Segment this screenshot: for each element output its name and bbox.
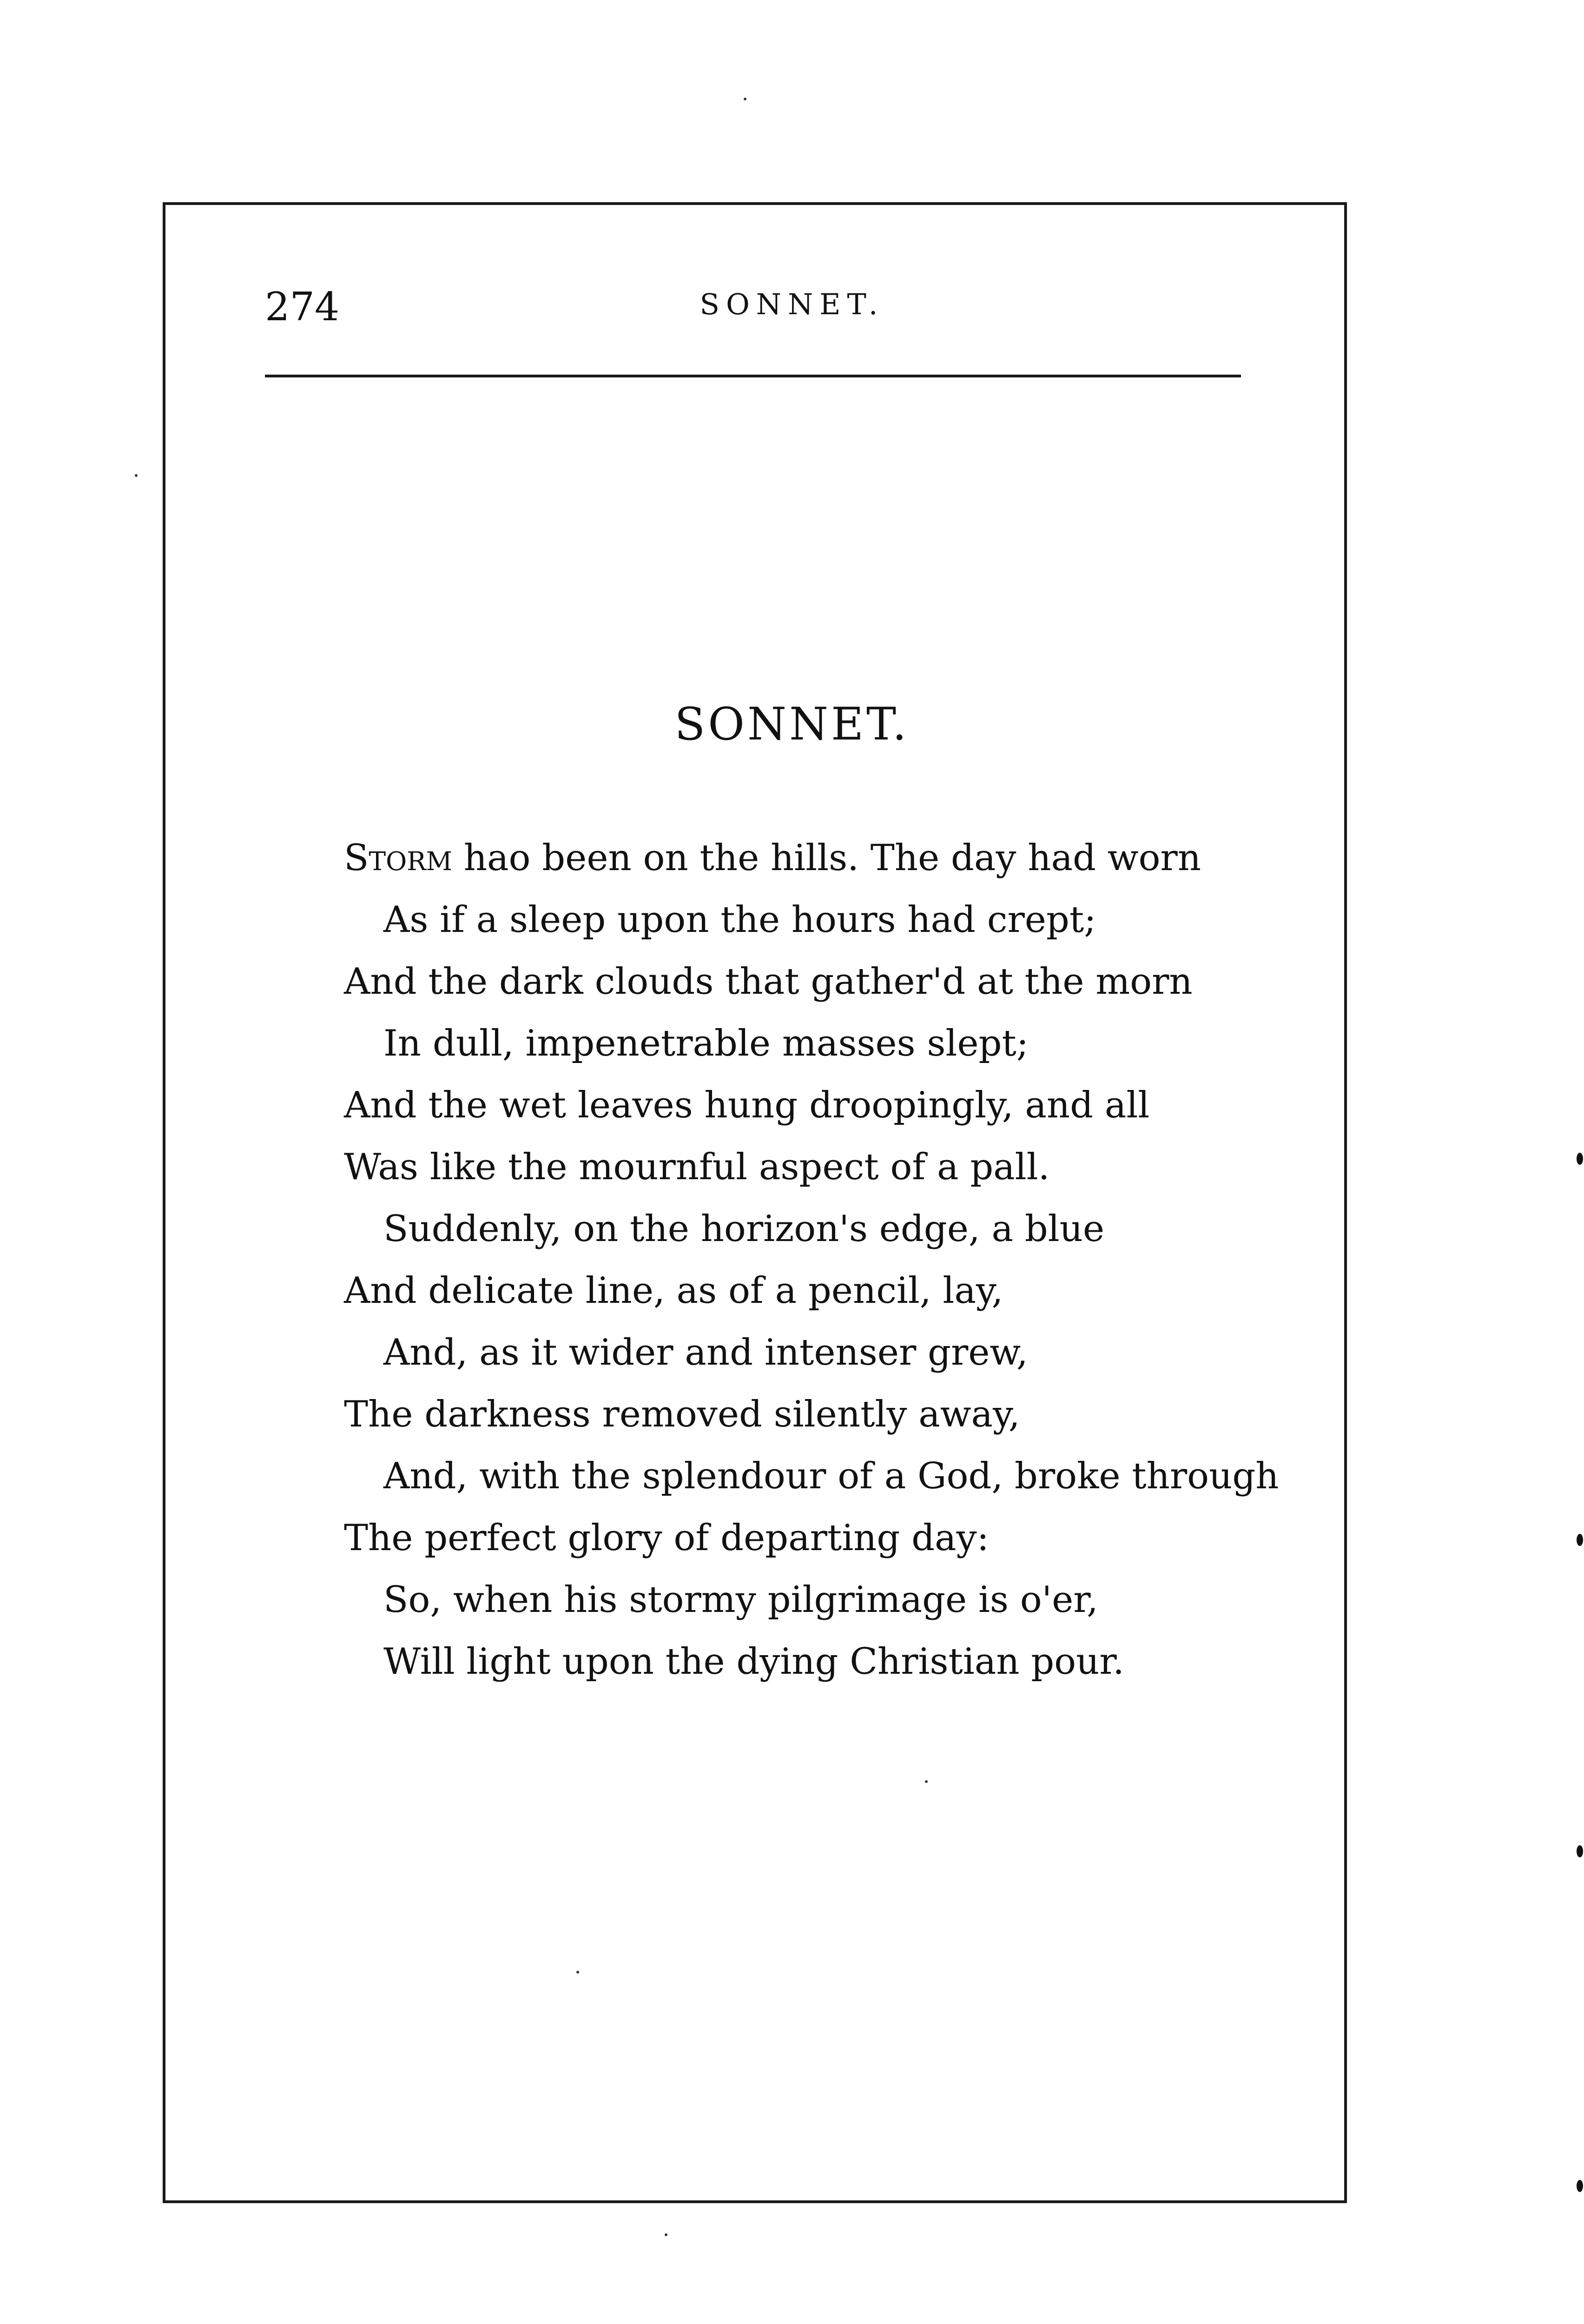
- edge-mark: [1577, 1845, 1583, 1857]
- poem-line: And, as it wider and intenser grew,: [383, 1332, 1028, 1373]
- poem-title: SONNET.: [674, 698, 910, 750]
- edge-mark: [1577, 1153, 1583, 1165]
- scan-speck: [665, 2233, 667, 2236]
- poem-first-word: Storm: [344, 837, 452, 879]
- poem-body: [344, 827, 1279, 1693]
- scan-speck: [925, 1780, 928, 1783]
- poem-line: And the wet leaves hung droopingly, and all: [344, 1084, 1150, 1126]
- poem-line: Suddenly, on the horizon's edge, a blue: [383, 1208, 1105, 1250]
- poem-line: And the dark clouds that gather'd at the morn: [344, 961, 1193, 1003]
- poem-line: The darkness removed silently away,: [344, 1393, 1020, 1435]
- page-number: 274: [265, 284, 340, 330]
- poem-line-text: hao been on the hills. The day had worn: [452, 837, 1201, 879]
- header-rule: [265, 375, 1241, 377]
- poem-line: The perfect glory of departing day:: [344, 1517, 989, 1559]
- edge-mark: [1577, 1534, 1583, 1546]
- poem-line: And, with the splendour of a God, broke through: [383, 1455, 1279, 1497]
- running-head: SONNET.: [700, 287, 884, 321]
- poem-line: And delicate line, as of a pencil, lay,: [344, 1270, 1003, 1312]
- scan-speck: [744, 98, 746, 100]
- scan-speck: [135, 474, 138, 477]
- poem-line: So, when his stormy pilgrimage is o'er,: [383, 1579, 1098, 1621]
- poem-line: As if a sleep upon the hours had crept;: [383, 899, 1096, 941]
- poem-line: Will light upon the dying Christian pour.: [383, 1641, 1124, 1683]
- scan-speck: [576, 1971, 579, 1974]
- poem-line: [344, 827, 1274, 889]
- poem-line: In dull, impenetrable masses slept;: [383, 1023, 1029, 1064]
- poem-line: Was like the mournful aspect of a pall.: [344, 1146, 1050, 1188]
- edge-mark: [1577, 2180, 1583, 2192]
